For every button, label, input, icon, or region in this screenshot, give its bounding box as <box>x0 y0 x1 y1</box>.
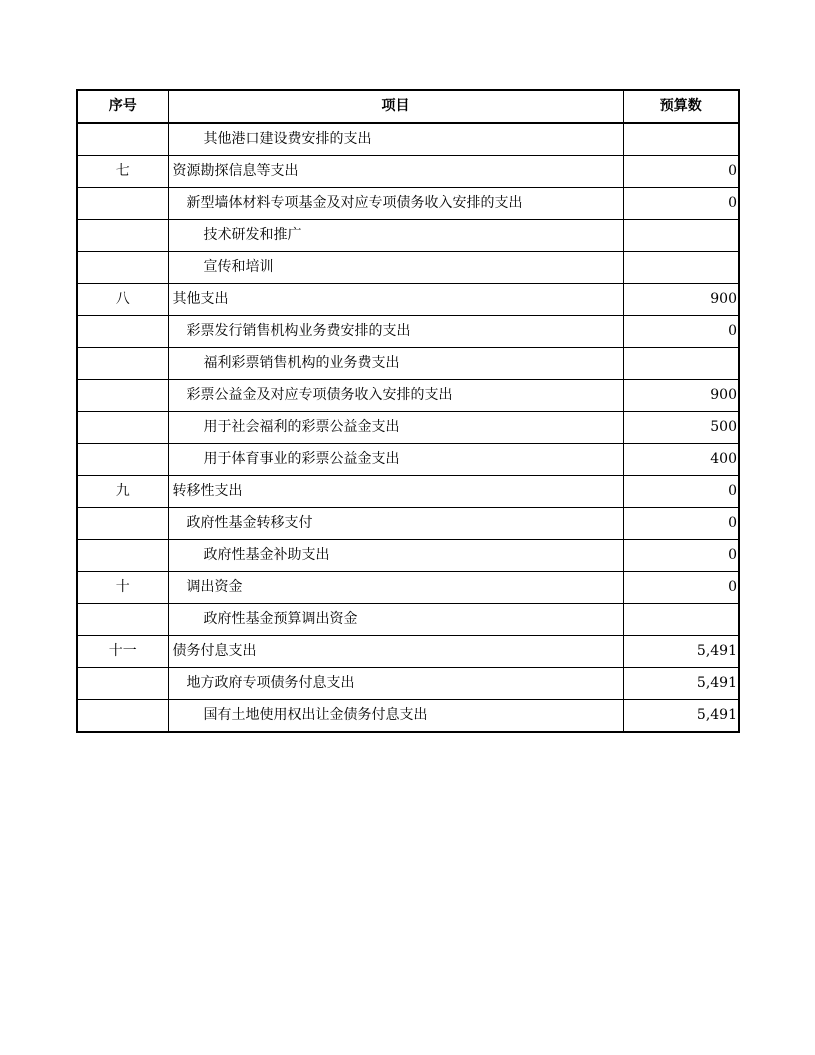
row-item: 宣传和培训 <box>168 252 623 284</box>
row-seq <box>77 508 168 540</box>
row-seq <box>77 540 168 572</box>
table-row <box>77 572 739 604</box>
row-item: 政府性基金转移支付 <box>168 508 623 540</box>
row-item: 转移性支出 <box>168 476 623 508</box>
row-seq <box>77 252 168 284</box>
row-item: 新型墙体材料专项基金及对应专项债务收入安排的支出 <box>168 188 623 220</box>
row-seq <box>77 444 168 476</box>
row-amount: 900 <box>623 284 739 316</box>
table-row <box>77 508 739 540</box>
table-row <box>77 444 739 476</box>
table-row <box>77 188 739 220</box>
table-row <box>77 476 739 508</box>
row-item: 彩票公益金及对应专项债务收入安排的支出 <box>168 380 623 412</box>
header-row <box>77 90 739 123</box>
row-seq: 八 <box>77 284 168 316</box>
row-amount: 5,491 <box>623 668 739 700</box>
row-seq: 九 <box>77 476 168 508</box>
row-amount <box>623 123 739 156</box>
table-row <box>77 284 739 316</box>
table-row <box>77 540 739 572</box>
row-item: 福利彩票销售机构的业务费支出 <box>168 348 623 380</box>
table-row <box>77 156 739 188</box>
row-amount: 0 <box>623 476 739 508</box>
row-item: 用于体育事业的彩票公益金支出 <box>168 444 623 476</box>
table-row <box>77 636 739 668</box>
row-seq <box>77 700 168 733</box>
header-amount: 预算数 <box>623 90 739 123</box>
row-amount: 500 <box>623 412 739 444</box>
table-row <box>77 604 739 636</box>
table-row <box>77 220 739 252</box>
row-seq <box>77 668 168 700</box>
row-amount <box>623 220 739 252</box>
table-row <box>77 316 739 348</box>
row-item: 技术研发和推广 <box>168 220 623 252</box>
row-item: 其他支出 <box>168 284 623 316</box>
table-row <box>77 252 739 284</box>
row-seq <box>77 412 168 444</box>
row-amount: 5,491 <box>623 700 739 733</box>
table-row <box>77 700 739 733</box>
row-item: 调出资金 <box>168 572 623 604</box>
table-row <box>77 412 739 444</box>
row-item: 其他港口建设费安排的支出 <box>168 123 623 156</box>
table-body <box>77 123 739 732</box>
row-amount <box>623 604 739 636</box>
row-amount: 900 <box>623 380 739 412</box>
table-header <box>77 90 739 123</box>
row-item: 彩票发行销售机构业务费安排的支出 <box>168 316 623 348</box>
row-item: 政府性基金预算调出资金 <box>168 604 623 636</box>
table-row <box>77 668 739 700</box>
row-item: 政府性基金补助支出 <box>168 540 623 572</box>
budget-table <box>76 89 740 733</box>
table-row <box>77 348 739 380</box>
row-amount: 400 <box>623 444 739 476</box>
row-seq <box>77 188 168 220</box>
row-seq: 七 <box>77 156 168 188</box>
row-seq <box>77 604 168 636</box>
header-seq: 序号 <box>77 90 168 123</box>
row-seq <box>77 380 168 412</box>
row-amount: 0 <box>623 156 739 188</box>
row-item: 用于社会福利的彩票公益金支出 <box>168 412 623 444</box>
row-seq <box>77 220 168 252</box>
table-row <box>77 380 739 412</box>
row-amount <box>623 252 739 284</box>
row-amount: 0 <box>623 508 739 540</box>
row-amount: 0 <box>623 572 739 604</box>
row-item: 地方政府专项债务付息支出 <box>168 668 623 700</box>
row-item: 资源勘探信息等支出 <box>168 156 623 188</box>
row-seq <box>77 348 168 380</box>
row-amount <box>623 348 739 380</box>
row-amount: 5,491 <box>623 636 739 668</box>
row-item: 国有土地使用权出让金债务付息支出 <box>168 700 623 733</box>
row-item: 债务付息支出 <box>168 636 623 668</box>
row-seq <box>77 316 168 348</box>
row-seq: 十 <box>77 572 168 604</box>
row-seq: 十一 <box>77 636 168 668</box>
row-amount: 0 <box>623 540 739 572</box>
header-item: 项目 <box>168 90 623 123</box>
row-seq <box>77 123 168 156</box>
row-amount: 0 <box>623 188 739 220</box>
table-row <box>77 123 739 156</box>
row-amount: 0 <box>623 316 739 348</box>
